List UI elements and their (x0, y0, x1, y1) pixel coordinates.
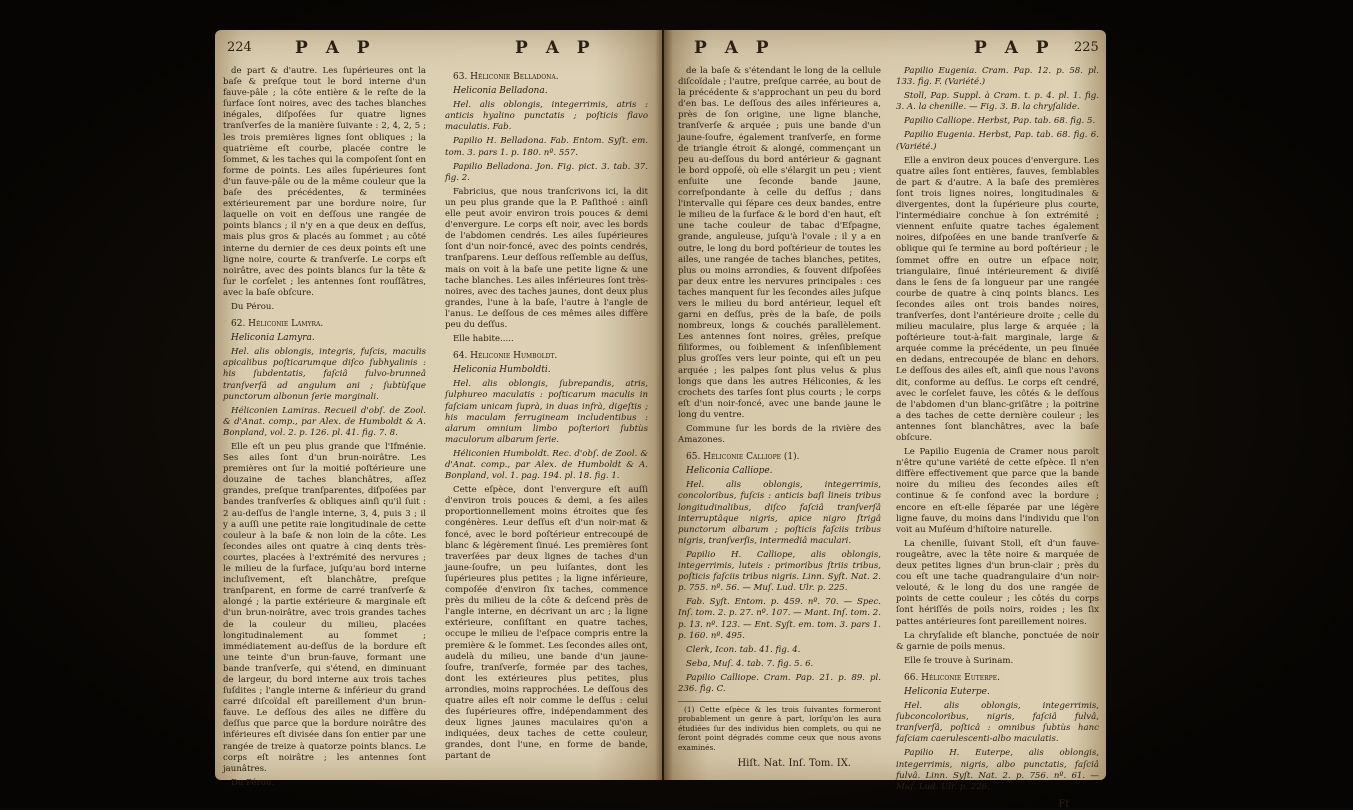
left-page-column-2 (445, 66, 648, 766)
paragraph: Fabricius, que nous tranſcrivons ici, la dit un peu plus grande que la P. Paſithoé : ainſi elle peut avoir environ trois pouces & demi d'envergure. Le corps eſt noir, avec les bords de l'abdomen cendrés. Les ailes ſupérieures ſont d'un noir-foncé, avec des points cendrés, tranſparens. Leur deſſous reſſemble au deſſus, mais on voit à la baſe une petite ligne & une tache blanches. Les ailes inférieures ſont très-noires, avec des taches jaunes, dont deux plus grandes, l'une à la baſe, l'autre à l'angle de l'anus. Le deſſous de ces mêmes ailes diffère peu du deſſus. (445, 186, 648, 330)
book-gutter (655, 30, 673, 780)
species-name: Heliconia Humboldti. (453, 365, 551, 376)
entry-heading: 66. Héliconie Euterpe. (904, 672, 1000, 683)
paragraph: Du Pérou. (231, 301, 275, 312)
left-header-word-1: P A P (295, 38, 376, 58)
left-page-column-1 (223, 66, 426, 788)
left-page-number: 224 (227, 40, 252, 55)
left-running-head (215, 38, 662, 62)
footnote: (1) Cette eſpèce & les trois ſuivantes formeront probablement un genre à part, lorſqu'on les aura étudiées ſur des individus bien complets, ou qui ne ſeront point dégradés comme ceux que nous avons examinés. (678, 701, 881, 752)
entry-heading: 63. Héliconie Belladona. (453, 72, 559, 82)
paragraph: Elle habite..... (453, 334, 514, 345)
bibliographic-reference: Papilio Eugenia. Cram. Pap. 12. p. 58. pl. 133. fig. F. (Variété.) (896, 66, 1099, 88)
paragraph: Le Papilio Eugenia de Cramer nous paroît n'être qu'une variété de cette eſpèce. Il n'en diffère effectivement que parce que la bande noire du milieu des ſecondes ailes eſt continue & ſe confond avec la bordure ; encore en eſt-elle ſéparée par une légère ligne fauve, du moins dans l'individu que l'on voit au Muſéum d'hiſtoire naturelle. (896, 447, 1099, 535)
bibliographic-reference: Seba, Muſ. 4. tab. 7. fig. 5. 6. (686, 658, 814, 669)
latin-diagnosis: Hel. alis oblongis, integerrimis, concoloribus, fuſcis : anticis baſi lineis tribus longitudinalibus, diſco faſciâ tranſverſâ interruptâque nigris, apice nigro ſtrigâ punctorum albarum ; poſticis faſciis tribus nigris, tranſverſis, intermediâ maculari. (678, 480, 881, 546)
bibliographic-reference: Papilio Calliope. Cram. Pap. 21. p. 89. pl. 236. fig. C. (678, 672, 881, 694)
bibliographic-reference: Fab. Syſt. Entom. p. 459. nº. 70. — Spec. Inſ. tom. 2. p. 27. nº. 107. — Mant. Inſ. tom. 2. p. 13. nº. 123. — Ent. Syſt. em. tom. 3. pars 1. p. 160. nº. 495. (678, 597, 881, 641)
right-page-number: 225 (1074, 40, 1099, 55)
paragraph: de part & d'autre. Les ſupérieures ont la baſe & preſque tout le bord interne d'un fauve-pâle ; la côte entière & le reſte de la ſurface ſont noires, avec des taches blanches inégales, diſpoſées ſur quatre lignes tranſverſes de la manière ſuivante : 2, 4, 2, 5 ; les trois premières lignes ſont obliques ; la quatrième eſt courbe, placée contre le ſommet, & les taches qui la compoſent ſont en forme de points. Les ailes ſupérieures ſont d'un fauve-pâle ou de la même couleur que la baſe des précédentes, & terminées extérieurement par une bordure noire, ſur laquelle on voit en deſſous une rangée de points blancs ; il n'y en a que deux en deſſus, mais plus gros & placés au ſommet ; au côté interne du dernier de ces deux points eſt une ligne noire, courte & tranſverſe. Le corps eſt noirâtre, avec des points blancs ſur la tête & ſur le corſelet ; les antennes ſont rouſſâtres, avec la baſe obſcure. (223, 66, 426, 298)
latin-diagnosis: Hel. alis oblongis, integris, fuſcis, maculis apicalibus poſticarumque diſco ſubhyalinis : his ſubdentatis, faſciâ fulvo-brunneâ tranſverſâ ad angulum ani ; ſubtùſque punctorum albonun ſerie marginali. (223, 347, 426, 402)
latin-diagnosis: Hel. alis oblongis, integerrimis, atris : anticis hyalino punctatis ; poſticis flavo maculatis. Fab. (445, 100, 648, 133)
bibliographic-reference: Papilio Calliope. Herbst, Pap. tab. 68. fig. 5. (904, 116, 1096, 127)
left-header-word-2: P A P (515, 38, 596, 58)
paragraph: Elle a environ deux pouces d'envergure. Les quatre ailes ſont entières, fauves, ſemblables de part & d'autre. A la baſe des premières ſont trois lignes noires, longitudinales & divergentes, dont la ſupérieure plus courte, l'intermédiaire conchue à ſon extrémité ; viennent enſuite quatre taches également noires, diſpoſées en une bande tranſverſe & oblique qui ſe termine au bord poſtérieur ; le ſommet offre en outre un eſpace noir, triangulaire, ſinué intérieurement & diviſé dans le ſens de ſa longueur par une rangée courbe de quatre à cinq points blancs. Les ſecondes ailes ont trois bandes noires, tranſverſes, dont l'antérieure droite ; celle du milieu maculaire, plus large & arquée ; la poſtérieure tout-à-fait marginale, large & arquée comme la précédente, un peu ſinuée en dedans, entrecoupée de blanc en dehors. Le deſſous des ailes eſt, ainſi que nous l'avons dit, conforme au deſſus. Le corps eſt cendré, avec le corſelet fauve, les côtés & le deſſous de l'abdomen d'un blanc-griſâtre ; la poitrine a des taches de cette dernière couleur ; les antennes ſont blanchâtres, avec la baſe obſcure. (896, 155, 1099, 443)
right-page-column-1 (678, 66, 881, 770)
paragraph: Elle ſe trouve à Surinam. (904, 655, 1014, 666)
species-name: Heliconia Belladona. (453, 86, 548, 97)
right-page (664, 30, 1106, 810)
bibliographic-reference: Héliconien Humboldt. Rec. d'obſ. de Zool. & d'Anat. comp., par Alex. de Humboldt & A. Bonpland, vol. 1. pag. 194. pl. 18. fig. 1. (445, 448, 648, 482)
paragraph: La chryſalide eſt blanche, ponctuée de noir & garnie de poils menus. (896, 630, 1099, 652)
bibliographic-reference: Papilio H. Calliope, alis oblongis, integerrimis, luteis : primoribus ſtriis tribus, poſticis faſciis tribus nigris. Linn. Syſt. Nat. 2. p. 755. nº. 56. — Muſ. Lud. Ulr. p. 225. (678, 549, 881, 594)
entry-heading: 64. Héliconie Humboldt. (453, 351, 558, 362)
right-header-word-2: P A P (974, 38, 1055, 58)
right-page-column-2 (896, 66, 1099, 810)
paragraph: Cette eſpèce, dont l'envergure eſt auſſi d'environ trois pouces & demi, a ſes ailes proportionnellement moins étroites que ſes congénères. Leur deſſus eſt d'un noir-mat & foncé, avec le bord poſtérieur entrecoupé de blanc & légèrement ſinué. Les premières ſont traverſées par deux lignes de taches d'un jaune-ſoufre, un peu luiſantes, dont les ſupérieures plus petites ; la ligne inférieure, compoſée d'environ ſix taches, commence près du milieu de la côte & deſcend près de l'angle interne, en décrivant un arc ; la ligne extérieure, conſiſtant en quatre taches, occupe le milieu de l'eſpace compris entre la première & le ſommet. Les ſecondes ailes ont, audelà du milieu, une bande d'un jaune-ſoufre, tranſverſe, formée par des taches, dont les extérieures plus petites, plus arrondies, moins rapprochées. Le deſſous des quatre ailes eſt noir comme le deſſus : celui des ſupérieures offre, indépendamment des deux lignes jaunes maculaires qu'on a indiquées, deux taches de cette couleur, grandes, dont l'une, en forme de bande, partant de (445, 485, 648, 762)
left-page (215, 30, 662, 788)
bibliographic-reference: Papilio Belladona. Jon. Fig. pict. 3. tab. 37. fig. 2. (445, 161, 648, 183)
paragraph: de la baſe & s'étendant le long de la cellule diſcoïdale ; l'autre, preſque carrée, au bout de la précédente & s'approchant un peu du bord d'en bas. Le deſſous des ailes inférieures a, près de ſon origine, une ligne blanche, tranſverſe & arquée ; puis une bande d'un jaune-ſoufre, également tranſverſe, en forme de triangle étroit & alongé, commençant un peu au-deſſous du bord antérieur & gagnant le bord oppoſé, où elle s'élargit un peu ; vient enſuite une ſeconde bande jaune, correſpondante à celle du deſſus ; dans l'intervalle qui ſépare ces deux bandes, entre le milieu de la ſurface & le bord d'en haut, eſt une tache couleur de tabac d'Eſpagne, grande, anguleuse, juſqu'à l'ovale ; il y a en outre, le long du bord poſtérieur de toutes les ailes, une rangée de taches blanches, petites, plus ou moins arrondies, & ſouvent diſpoſées par deux entre les nervures principales : ces taches manquent ſur les ſecondes ailes juſque vers le milieu du bord antérieur, lequel eſt garni en deſſus, près de la baſe, de poils nombreux, longs & couchés parallèlement. Les antennes ſont noires, grêles, preſque filiformes, ou foiblement & inſenſiblement plus groſſes vers leur pointe, qui eſt un peu arquée ; les palpes ſont plus velus & plus longs que dans les autres Héliconies, & les crochets des tarſes ſont plus courts ; le corps eſt d'un noir-foncé, avec une bande jaune le long du ventre. (678, 66, 881, 420)
right-running-head (664, 38, 1106, 62)
latin-diagnosis: Hel. alis oblongis, ſubrepandis, atris, ſulphureo maculatis : poſticarum maculis in faſciam unicam ſuprà, in duas infrà, digeſtis ; his maculam ferrugineam includentibus : alarum omnium limbo poſteriori ſubtùs maculorum albarum ſerie. (445, 379, 648, 445)
paragraph: Commune ſur les bords de la rivière des Amazones. (678, 424, 881, 446)
species-name: Heliconia Euterpe. (904, 686, 990, 697)
right-header-word-1: P A P (694, 38, 775, 58)
species-name: Heliconia Calliope. (686, 466, 773, 477)
bibliographic-reference: Stoll, Pap. Suppl. à Cram. t. p. 4. pl. 1. fig. 3. A. la chenille. — Fig. 3. B. la chryſalide. (896, 91, 1099, 113)
entry-heading: 65. Héliconie Calliope (1). (686, 452, 800, 463)
species-name: Heliconia Lamyra. (231, 333, 315, 344)
signature-line: Hiſt. Nat. Inſ. Tom. IX. (737, 758, 851, 770)
paragraph: Du Pérou. (231, 777, 275, 788)
entry-heading: 62. Héliconie Lamyra. (231, 319, 324, 330)
bibliographic-reference: Clerk, Icon. tab. 41. fig. 4. (686, 644, 801, 655)
latin-diagnosis: Hel. alis oblongis, integerrimis, ſubconcoloribus, nigris, faſciâ fulvâ, tranſverſâ, poſticâ : omnibus ſubtùs hanc faſciam caerulescenti-albo maculatis. (896, 701, 1099, 745)
bibliographic-reference: Papilio H. Euterpe, alis oblongis, integerrimis, nigris, albo punctatis, faſciâ fulvâ. Linn. Syſt. Nat. 2. p. 756. nº. 61. — Muſ. Lud. Ulr. p. 226. (896, 748, 1099, 792)
bibliographic-reference: Papilio Eugenia. Herbst, Pap. tab. 68. fig. 6. (Variété.) (896, 130, 1099, 152)
paragraph: La chenille, ſuivant Stoll, eſt d'un fauve-rougeâtre, avec la tête noire & marquée de deux petites lignes d'un brun-clair ; près du cou eſt une tache quadrangulaire d'un noir-velouté, & le long du dos une rangée de points de cette couleur ; les côtés du corps ſont hériſſés de poils noirs, roides ; les ſix pattes antérieures ſont pareillement noires. (896, 538, 1099, 627)
signature-line: Ff (1058, 798, 1069, 810)
paragraph: Elle eſt un peu plus grande que l'Ifménie. Ses ailes ſont d'un brun-noirâtre. Les premières ont ſur la moitié poſtérieure une douzaine de taches blanchâtres, aſſez grandes, preſque tranſparentes, diſpoſées par bandes tranſverſes & obliques ainſi qu'il ſuit : 2 au-deſſus de l'angle interne, 3, 4, puis 3 ; il y a auſſi une petite raie longitudinale de cette couleur à la baſe & non loin de la côte. Les ſecondes ailes ont quatre à cinq dents très-courtes, placées à l'extrémité des nervures ; le milieu de la ſurface, juſqu'au bord interne incluſivement, eſt blanchâtre, preſque tranſparent, en forme de carré tranſverſe & alongé ; la partie extérieure & marginale eſt d'un brun-noirâtre, avec trois grandes taches de la couleur du milieu, placées longitudinalement au ſommet ; immédiatement au-deſſus de la bordure eſt une teinte d'un brun-fauve, formant une bande tranſverſe, qui s'étend, en diminuant de largeur, du bord interne aux trois taches ſuſdites ; l'angle interne & inférieur du grand carré diſcoïdal eſt pareillement d'un brun-fauve. Le deſſous des ailes ne diffère du deſſus que parce que la bordure noirâtre des inférieures eſt divisée dans ſon entier par une rangée de treize à quatorze points blancs. Le corps eſt noirâtre ; les antennes ſont jaunâtres. (223, 442, 426, 774)
bibliographic-reference: Papilio H. Belladona. Fab. Entom. Syſt. em. tom. 3. pars 1. p. 180. nº. 557. (445, 136, 648, 158)
bibliographic-reference: Héliconien Lamiras. Recueil d'obſ. de Zool. & d'Anat. comp., par Alex. de Humboldt & A. Bonpland, vol. 2. p. 126. pl. 41. fig. 7. 8. (223, 405, 426, 438)
